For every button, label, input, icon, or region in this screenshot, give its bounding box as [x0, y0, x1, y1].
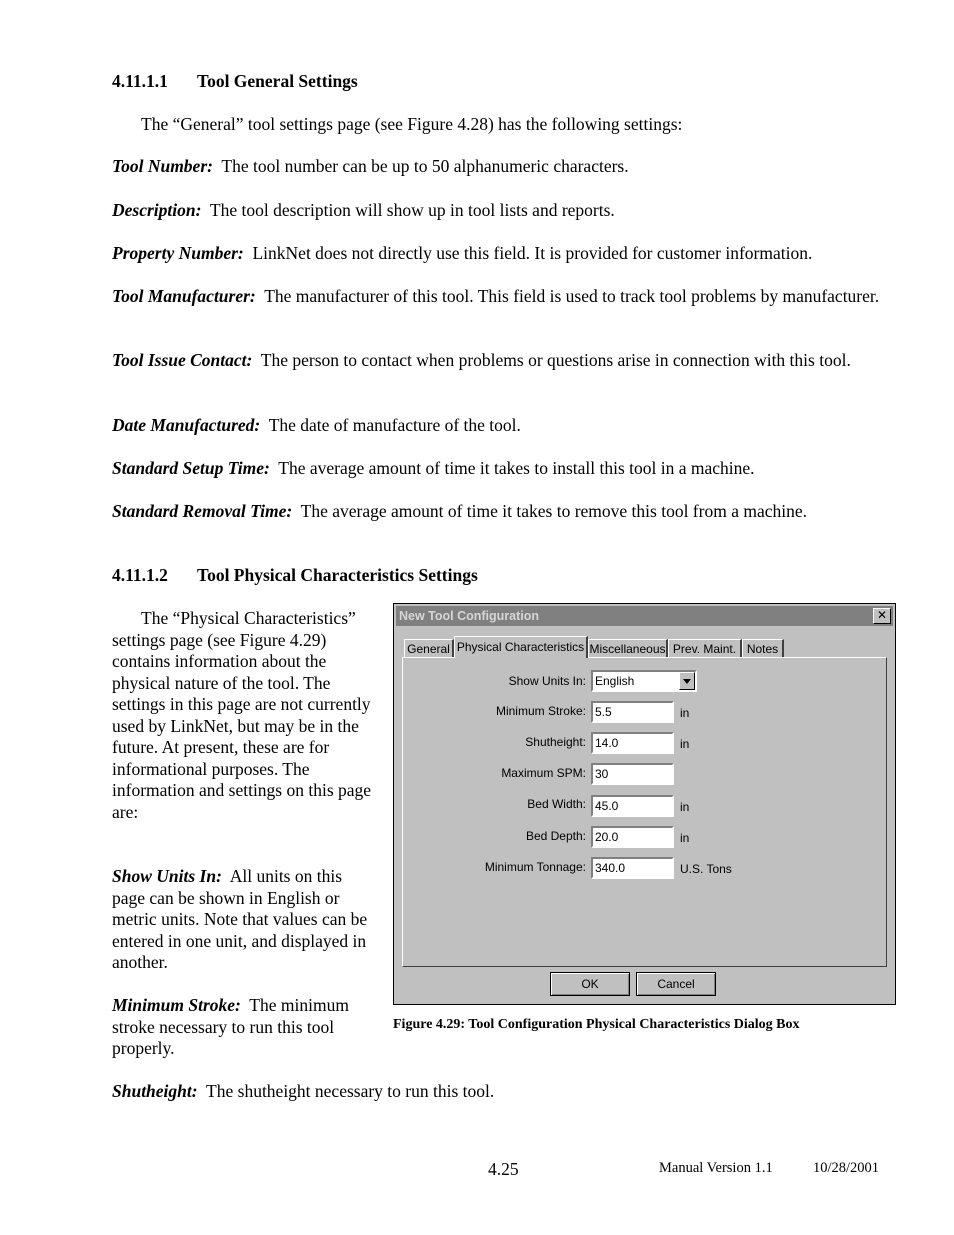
minimum-tonnage-unit: U.S. Tons: [680, 862, 732, 876]
tab-physical-characteristics[interactable]: Physical Characteristics: [454, 636, 588, 658]
manual-date: 10/28/2001: [813, 1160, 880, 1176]
close-icon[interactable]: ✕: [873, 608, 891, 624]
setting-show-units-in: Show Units In: All units on this page can be shown in English or metric units. Note that values can be entered in one unit, and displayed in another.: [112, 866, 368, 972]
figure-caption: Figure 4.29: Tool Configuration Physical Characteristics Dialog Box: [393, 1017, 800, 1032]
setting-tool-manufacturer: Tool Manufacturer: The manufacturer of this tool. This field is used to track tool problems by manufacturer.: [112, 286, 880, 306]
maximum-spm-input[interactable]: 30: [591, 763, 674, 785]
bed-depth-label: Bed Depth:: [525, 829, 586, 843]
ok-button[interactable]: OK: [550, 972, 630, 996]
minimum-stroke-unit: in: [680, 706, 690, 720]
maximum-spm-label: Maximum SPM:: [501, 766, 586, 780]
setting-standard-removal-time: Standard Removal Time: The average amount of time it takes to remove this tool from a machine.: [112, 501, 807, 521]
setting-tool-number: Tool Number: The tool number can be up to 50 alphanumeric characters.: [112, 156, 629, 176]
page-number: 4.25: [488, 1159, 519, 1179]
tab-notes[interactable]: Notes: [742, 639, 784, 657]
setting-tool-issue-contact: Tool Issue Contact: The person to contact when problems or questions arise in connection with this tool.: [112, 350, 851, 370]
tab-prev-maint[interactable]: Prev. Maint.: [668, 639, 742, 657]
minimum-stroke-label: Minimum Stroke:: [495, 704, 586, 718]
bed-depth-unit: in: [680, 831, 690, 845]
setting-standard-setup-time: Standard Setup Time: The average amount of time it takes to install this tool in a machine.: [112, 458, 755, 478]
tab-miscellaneous[interactable]: Miscellaneous: [588, 639, 668, 657]
show-units-select[interactable]: English: [591, 670, 697, 692]
physical-intro: The “Physical Characteristics” settings page (see Figure 4.29) contains information about the physical nature of the tool. The settings in this page are not currently used by LinkNet, but may be in the future. At present, these are for informational purposes. The information and settings on this page are:: [112, 608, 372, 822]
dialog-title-bar: [396, 606, 893, 626]
show-units-label: Show Units In:: [508, 674, 586, 688]
bed-width-unit: in: [680, 800, 690, 814]
bed-width-label: Bed Width:: [527, 797, 586, 811]
shutheight-input[interactable]: 14.0: [591, 732, 674, 754]
cancel-button[interactable]: Cancel: [636, 972, 716, 996]
setting-shutheight: Shutheight: The shutheight necessary to run this tool.: [112, 1081, 495, 1101]
section-heading-physical: 4.11.1.2 Tool Physical Characteristics Settings: [112, 565, 478, 585]
dialog-title: New Tool Configuration: [399, 609, 540, 623]
setting-description: Description: The tool description will show up in tool lists and reports.: [112, 200, 615, 220]
minimum-tonnage-label: Minimum Tonnage:: [484, 860, 586, 874]
setting-minimum-stroke: Minimum Stroke: The minimum stroke necessary to run this tool properly.: [112, 995, 349, 1058]
chevron-down-icon[interactable]: [679, 672, 695, 690]
bed-depth-input[interactable]: 20.0: [591, 826, 674, 848]
bed-width-input[interactable]: 45.0: [591, 795, 674, 817]
section-heading-general: 4.11.1.1 Tool General Settings: [112, 71, 358, 91]
setting-property-number: Property Number: LinkNet does not directly use this field. It is provided for customer information.: [112, 243, 813, 263]
manual-version: Manual Version 1.1: [659, 1160, 773, 1176]
shutheight-unit: in: [680, 737, 690, 751]
shutheight-label: Shutheight:: [525, 735, 586, 749]
minimum-stroke-input[interactable]: 5.5: [591, 701, 674, 723]
general-intro: The “General” tool settings page (see Figure 4.28) has the following settings:: [141, 114, 683, 134]
setting-date-manufactured: Date Manufactured: The date of manufacture of the tool.: [112, 415, 521, 435]
tab-general[interactable]: General: [404, 639, 454, 657]
new-tool-configuration-dialog: [393, 603, 896, 1005]
minimum-tonnage-input[interactable]: 340.0: [591, 857, 674, 879]
